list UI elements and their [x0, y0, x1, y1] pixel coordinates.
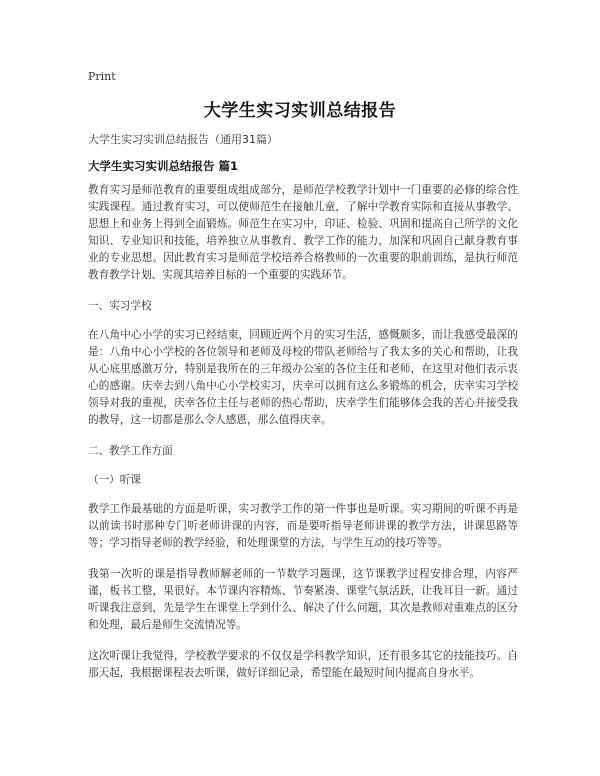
paragraph-first-lesson: 我第一次听的课是指导教师解老师的一节数学习题课，这节课教学过程安排合理，内容严谨，板书工整，果很好。本节课内容精炼、节奏紧凑、课堂气氛活跃，让我耳目一新。通过听课我注意到，先是学生在课堂上学到什么、解决了什么问题，其次是教师对重难点的区分和处理，最后是师生交流情况等。 [88, 568, 518, 631]
document-subtitle: 大学生实习实训总结报告（通用31篇） [88, 133, 278, 146]
section-heading: 大学生实习实训总结报告 篇1 [88, 159, 239, 173]
page-title: 大学生实习实训总结报告 [203, 101, 397, 121]
heading-lesson-observation: （一）听课 [88, 474, 141, 486]
paragraph-reflection: 这次听课让我觉得，学校教学要求的不仅仅是学科教学知识，还有很多其它的技能技巧。自那天起，我根据课程表去听课，做好详细记录，希望能在最短时间内提高自身水平。 [88, 650, 518, 679]
print-link[interactable]: Print [88, 70, 116, 83]
document-body [88, 182, 518, 696]
paragraph-intro: 教育实习是师范教育的重要组成组成部分，是师范学校教学计划中一门重要的必修的综合性实践课程。通过教育实习，可以使师范生在接触儿童，了解中学教育实际和直接从事教学、思想上和业务上得到全面锻炼。师范生在实习中，印证、检验、巩固和提高自己所学的文化知识、专业知识和技能，培养独立从事教育、教学工作的能力，加深和巩固自己献身教育事业的专业思想。因此教育实习是师范学校培养合格教师的一次重要的职前训练，是执行师范教育教学计划、实现其培养目标的一个重要的实践环节。 [88, 184, 518, 281]
heading-internship-school: 一、实习学校 [88, 300, 152, 312]
heading-teaching-work: 二、教学工作方面 [88, 445, 173, 457]
paragraph-internship-school: 在八角中心小学的实习已经结束，回顾近两个月的实习生活，感慨颇多，而让我感受最深的是：八角中心小学校的各位领导和老师及母校的带队老师给与了我太多的关心和帮助，让我从心底里感激万分，特别是我所在的三年级办公室的各位主任和老师，在这里对他们表示衷心的感谢。庆幸去到八角中心小学校实习，庆幸可以拥有这么多锻炼的机会，庆幸实习学校领导对我的重视，庆幸各位主任与老师的热心帮助，庆幸学生们能够体会我的苦心并接受我的教导，这一切都是那么令人感恩，那么值得庆幸。 [88, 329, 518, 426]
paragraph-lesson-observation: 教学工作最基础的方面是听课，实习教学工作的第一件事也是听课。实习期间的听课不再是以前读书时那种专门听老师讲课的内容，而是要听指导老师讲课的教学方法，讲课思路等等；学习指导老师的教学经验，和处理课堂的方法，与学生互动的技巧等等。 [88, 503, 518, 549]
